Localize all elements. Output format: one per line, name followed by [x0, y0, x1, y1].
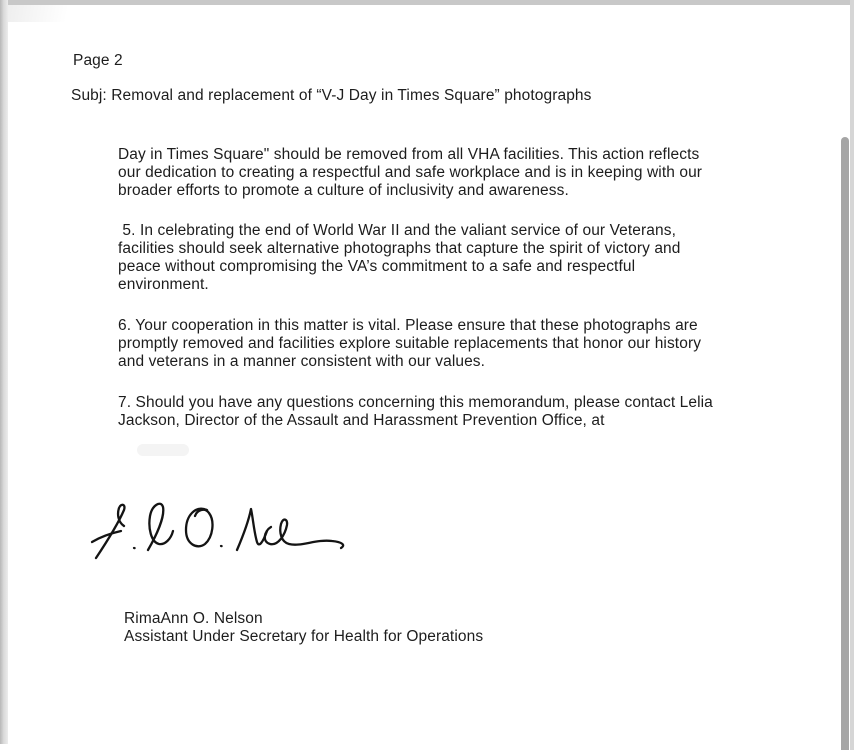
paragraph-7 [118, 394, 713, 430]
paragraph-line: peace without compromising the VA’s commitment to a safe and respectful [118, 258, 636, 275]
paragraph-line: 7. Should you have any questions concerning this memorandum, please contact Lelia [118, 394, 713, 411]
scan-left-edge [0, 0, 8, 744]
redacted-contact-info [137, 444, 189, 456]
paragraph-line: 5. In celebrating the end of World War II and the valiant service of our Veterans, [118, 222, 676, 239]
paragraph-4-continuation [118, 146, 702, 200]
paragraph-line: environment. [118, 276, 209, 293]
paragraph-line: Day in Times Square" should be removed from all VHA facilities. This action reflects [118, 146, 700, 163]
page-corner-fold [8, 5, 86, 22]
window-right-edge [850, 0, 854, 750]
paragraph-line: facilities should seek alternative photographs that capture the spirit of victory and [118, 240, 681, 257]
page-number-label: Page 2 [73, 52, 123, 69]
scrollbar-thumb[interactable] [841, 137, 849, 750]
paragraph-6 [118, 317, 701, 371]
paragraph-5 [118, 222, 681, 294]
paragraph-line: and veterans in a manner consistent with our values. [118, 353, 486, 370]
signer-name: RimaAnn O. Nelson [124, 610, 263, 627]
signer-title: Assistant Under Secretary for Health for Operations [124, 628, 484, 645]
signature-image [90, 497, 355, 569]
subject-line: Subj: Removal and replacement of “V-J Day in Times Square” photographs [71, 87, 592, 104]
paragraph-line: 6. Your cooperation in this matter is vital. Please ensure that these photographs are [118, 317, 698, 334]
paragraph-line: broader efforts to promote a culture of inclusivity and awareness. [118, 182, 569, 199]
paragraph-line: our dedication to creating a respectful and safe workplace and is in keeping with our [118, 164, 703, 181]
paragraph-line: promptly removed and facilities explore suitable replacements that honor our history [118, 335, 702, 352]
signature-block [124, 610, 483, 646]
paragraph-line: Jackson, Director of the Assault and Harassment Prevention Office, at [118, 412, 605, 429]
scan-top-edge [0, 0, 854, 5]
